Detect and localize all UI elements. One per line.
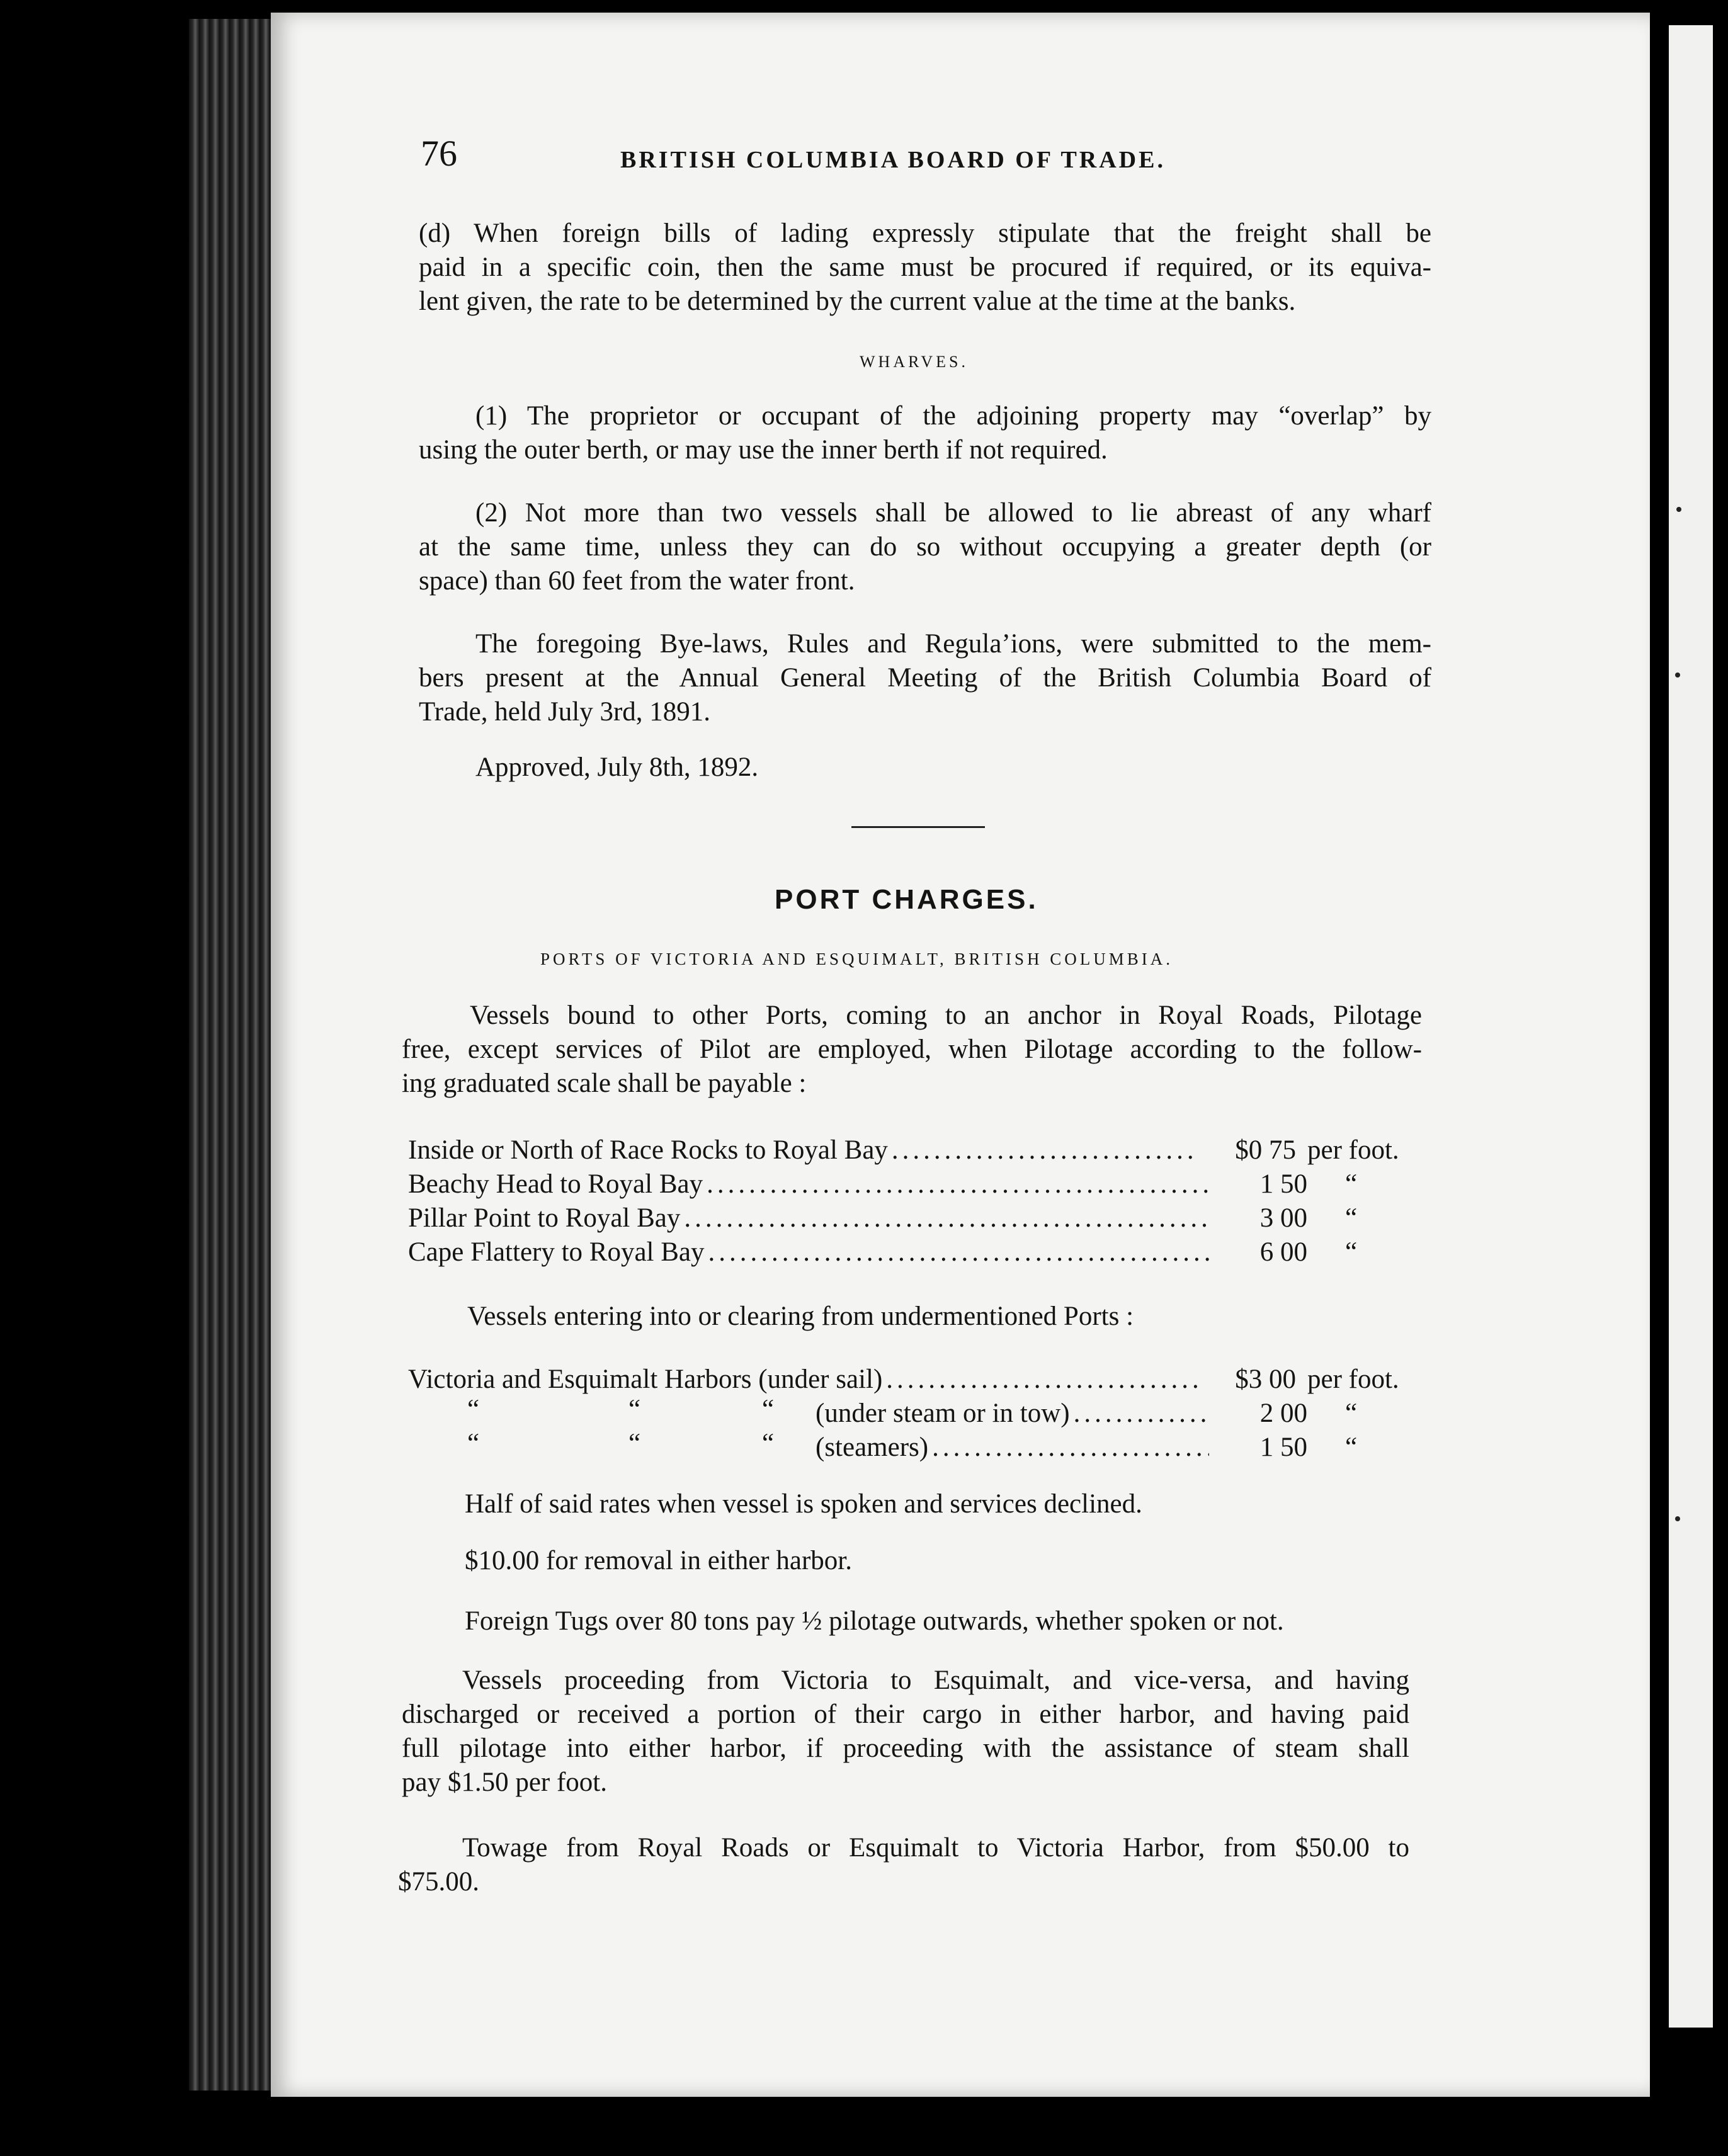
rate-amount: 1 50 [1259, 1169, 1307, 1199]
text-line: paid in a specific coin, then the same must be procured if required, or its equiva- [419, 252, 1431, 282]
text-line: free, except services of Pilot are employed, when Pilotage according to the follow- [402, 1035, 1422, 1064]
rate-unit: “ [1345, 1203, 1358, 1233]
foregoing-paragraph [419, 627, 1431, 729]
text-line: lent given, the rate to be determined by the current value at the time at the banks. [419, 287, 1296, 316]
port-charges-heading: PORT CHARGES. [775, 884, 1038, 915]
rate-unit: “ [1345, 1433, 1358, 1462]
print-speck [1676, 507, 1681, 512]
text-line: Towage from Royal Roads or Esquimalt to Victoria Harbor, from $50.00 to [462, 1833, 1409, 1863]
rate-label: Beachy Head to Royal Bay [408, 1169, 703, 1199]
rate-label: (under steam or in tow) [816, 1399, 1070, 1428]
rate-label: Inside or North of Race Rocks to Royal Bay [408, 1135, 888, 1165]
text-line: discharged or received a portion of their cargo in either harbor, and having paid [402, 1699, 1409, 1729]
ditto-mark: “ [467, 1429, 480, 1458]
leader-dots [1074, 1397, 1209, 1431]
paragraph-d [419, 217, 1431, 319]
half-rates-note: Half of said rates when vessel is spoken and services declined. [465, 1489, 1142, 1519]
foreign-tugs-note: Foreign Tugs over 80 tons pay ½ pilotage outwards, whether spoken or not. [465, 1606, 1284, 1636]
rate-unit: “ [1345, 1399, 1358, 1428]
rate-amount: 6 00 [1259, 1237, 1307, 1267]
ditto-mark: “ [467, 1395, 480, 1424]
text-line: pay $1.50 per foot. [402, 1767, 608, 1797]
table-row [408, 1133, 1422, 1167]
table-row [408, 1235, 1422, 1269]
text-line: $75.00. [398, 1867, 479, 1897]
leader-dots [892, 1133, 1198, 1167]
text-line: (1) The proprietor or occupant of the adjoining property may “overlap” by [475, 401, 1431, 431]
text-line: bers present at the Annual General Meeting of the British Columbia Board of [419, 663, 1431, 693]
leader-dots [684, 1201, 1209, 1235]
running-title: BRITISH COLUMBIA BOARD OF TRADE. [620, 147, 1166, 173]
pilotage-intro [402, 999, 1422, 1101]
text-line: using the outer berth, or may use the inner berth if not required. [419, 435, 1108, 465]
towage-paragraph [398, 1831, 1409, 1899]
text-line: The foregoing Bye-laws, Rules and Regula’ions, were submitted to the mem- [475, 629, 1431, 659]
text-line: Vessels proceeding from Victoria to Esquimalt, and vice-versa, and having [462, 1665, 1409, 1695]
rate-label: Cape Flattery to Royal Bay [408, 1237, 705, 1267]
rate-unit: “ [1345, 1237, 1358, 1267]
text-line: at the same time, unless they can do so without occupying a greater depth (or [419, 532, 1431, 562]
rate-unit: per foot. [1307, 1365, 1399, 1394]
proceeding-paragraph [402, 1664, 1409, 1800]
rate-unit: “ [1345, 1169, 1358, 1199]
print-speck [1675, 672, 1680, 678]
rate-label: (steamers) [816, 1433, 929, 1462]
print-speck [1675, 1516, 1680, 1521]
wharves-item-2 [419, 496, 1431, 598]
rate-amount: 2 00 [1259, 1399, 1307, 1428]
wharves-heading: WHARVES. [860, 353, 969, 371]
entering-intro: Vessels entering into or clearing from undermentioned Ports : [467, 1302, 1134, 1331]
text-line: (d) When foreign bills of lading expressly stipulate that the freight shall be [419, 218, 1431, 248]
leader-dots [886, 1363, 1198, 1397]
table-row [408, 1167, 1422, 1201]
table-row [816, 1397, 1422, 1431]
approved-date: Approved, July 8th, 1892. [475, 752, 759, 782]
page-number: 76 [421, 133, 457, 174]
ditto-mark: “ [762, 1429, 775, 1458]
leader-dots [707, 1167, 1209, 1201]
facing-page-edge [1669, 25, 1713, 2028]
rate-unit: per foot. [1307, 1135, 1399, 1165]
rate-amount: $3 00 [1235, 1365, 1296, 1394]
text-line: (2) Not more than two vessels shall be allowed to lie abreast of any wharf [475, 498, 1431, 528]
rate-amount: 3 00 [1259, 1203, 1307, 1233]
text-line: space) than 60 feet from the water front. [419, 566, 855, 596]
ditto-mark: “ [628, 1429, 641, 1458]
text-line: Trade, held July 3rd, 1891. [419, 697, 711, 727]
book-binding [189, 19, 277, 2091]
removal-note: $10.00 for removal in either harbor. [465, 1546, 852, 1575]
leader-dots [708, 1235, 1209, 1269]
rate-label: Pillar Point to Royal Bay [408, 1203, 681, 1233]
rate-label: Victoria and Esquimalt Harbors (under sail) [408, 1365, 883, 1394]
rate-amount: $0 75 [1235, 1135, 1296, 1165]
port-charges-subheading: PORTS OF VICTORIA AND ESQUIMALT, BRITISH COLUMBIA. [540, 950, 1173, 968]
section-divider [851, 826, 985, 828]
leader-dots [932, 1431, 1209, 1465]
table-row [408, 1363, 1422, 1397]
table-row [408, 1201, 1422, 1235]
table-row [816, 1431, 1422, 1465]
ditto-mark: “ [628, 1395, 641, 1424]
text-line: ing graduated scale shall be payable : [402, 1069, 807, 1098]
rate-amount: 1 50 [1259, 1433, 1307, 1462]
ditto-mark: “ [762, 1395, 775, 1424]
text-line: Vessels bound to other Ports, coming to an anchor in Royal Roads, Pilotage [470, 1001, 1422, 1030]
text-line: full pilotage into either harbor, if proceeding with the assistance of steam shall [402, 1733, 1409, 1763]
wharves-item-1 [419, 399, 1431, 467]
